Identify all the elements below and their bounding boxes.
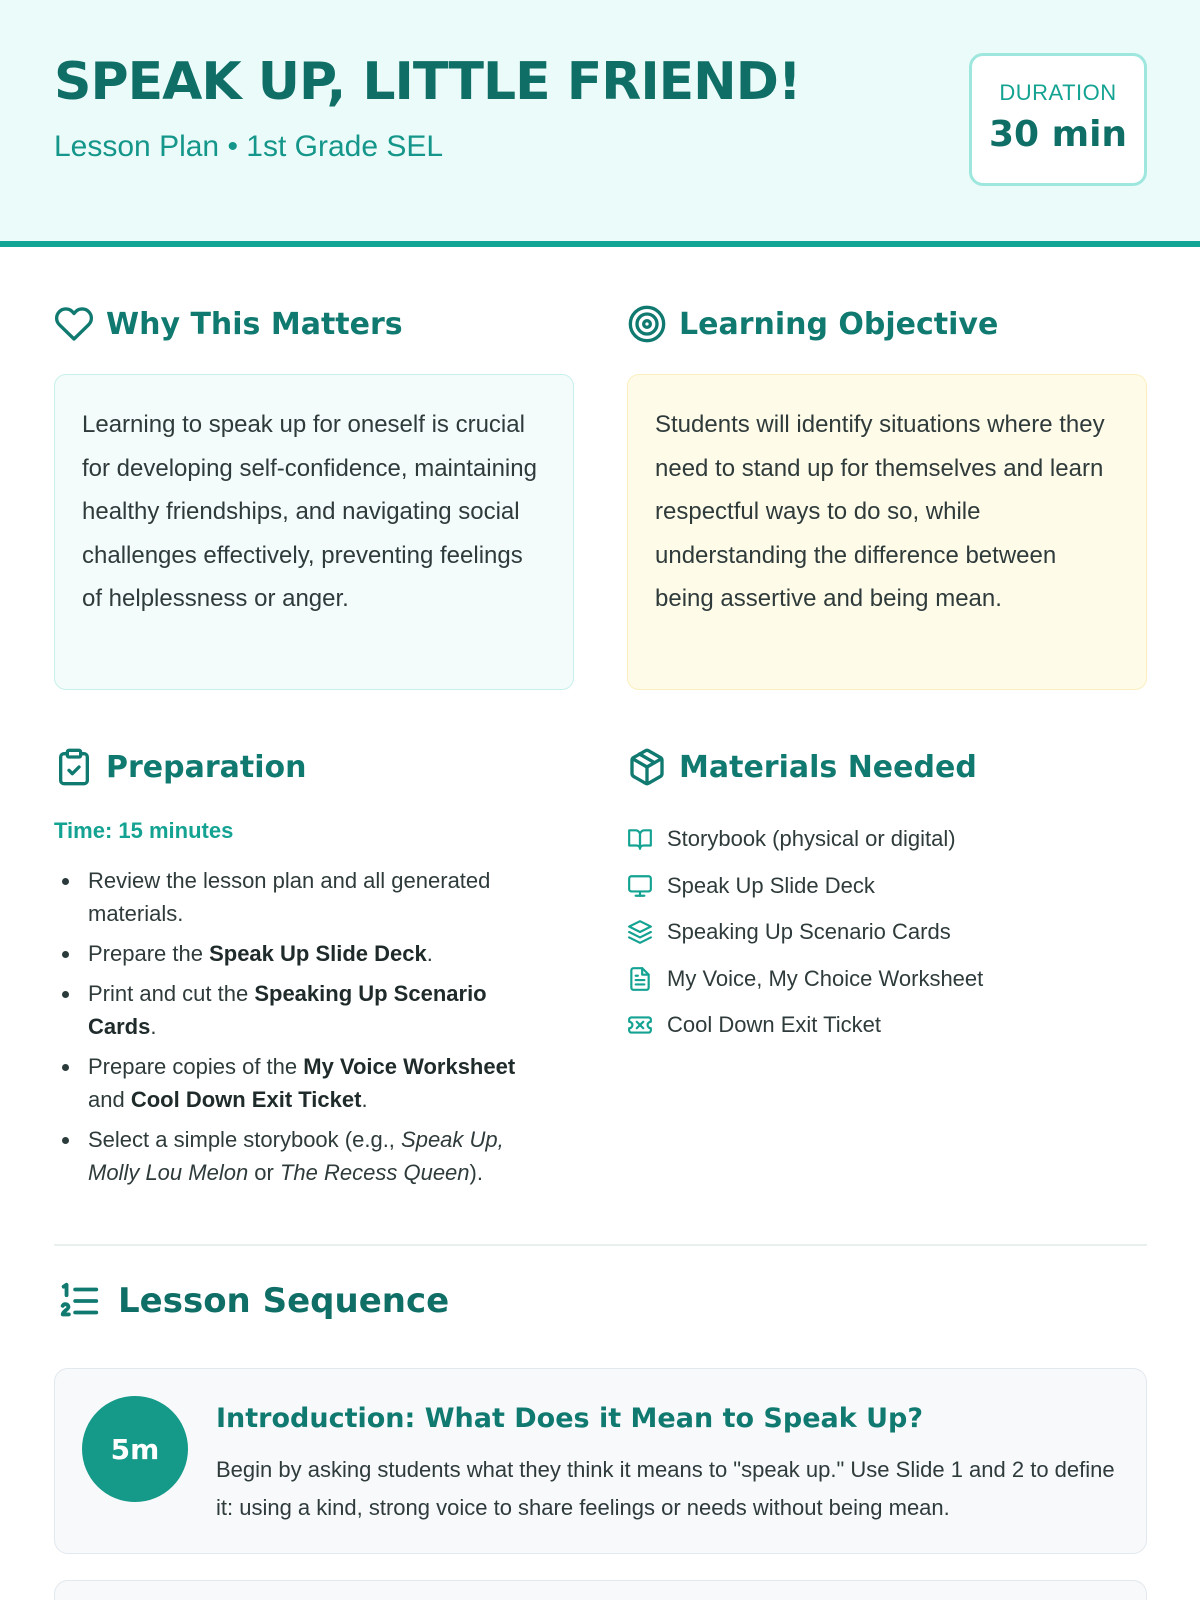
book-open-icon [627, 826, 653, 852]
preparation-time: Time: 15 minutes [54, 818, 234, 843]
material-item-storybook [627, 816, 983, 863]
materials-heading: Materials Needed [679, 749, 977, 785]
heart-icon [54, 304, 94, 344]
preparation-heading: Preparation [106, 749, 307, 785]
step-duration-badge: 5m [82, 1396, 188, 1502]
list-item: Print and cut the Speaking Up Scenario Cards. [54, 977, 554, 1043]
list-item: Select a simple storybook (e.g., Speak Up, Molly Lou Melon or The Recess Queen). [54, 1123, 554, 1189]
list-item: Prepare copies of the My Voice Worksheet and Cool Down Exit Ticket. [54, 1050, 554, 1116]
list-item: Review the lesson plan and all generated materials. [54, 864, 554, 930]
material-label: Speaking Up Scenario Cards [667, 919, 951, 945]
objective-card [627, 374, 1147, 690]
lesson-step [54, 1368, 1147, 1554]
material-item-worksheet [627, 956, 983, 1003]
why-heading: Why This Matters [106, 306, 403, 342]
material-item-scenario-cards [627, 909, 983, 956]
lesson-step-next [54, 1580, 1147, 1600]
sequence-section-heading [56, 1278, 449, 1324]
materials-section-heading [627, 747, 977, 787]
file-text-icon [627, 966, 653, 992]
objective-section-heading [627, 304, 998, 344]
material-label: My Voice, My Choice Worksheet [667, 965, 984, 991]
list-ordered-icon [56, 1278, 102, 1324]
monitor-icon [627, 873, 653, 899]
ticket-icon [627, 1012, 653, 1038]
target-icon [627, 304, 667, 344]
step-title: Introduction: What Does it Mean to Speak Up? [216, 1403, 924, 1434]
material-item-slide-deck [627, 863, 983, 910]
material-item-exit-ticket [627, 1002, 983, 1049]
lesson-header [0, 0, 1200, 247]
objective-body: Students will identify situations where they need to stand up for themselves and learn respectful ways to do so, while understanding the difference between being assertive and being mean. [655, 411, 1105, 612]
preparation-section-heading [54, 747, 306, 787]
why-body: Learning to speak up for oneself is crucial for developing self-confidence, maintaining healthy friendships, and navigating social challenges effectively, preventing feelings of helplessness or anger. [82, 411, 537, 612]
layers-icon [627, 919, 653, 945]
preparation-list [54, 864, 554, 1196]
page-title: SPEAK UP, LITTLE FRIEND! [54, 52, 801, 112]
section-divider [54, 1244, 1147, 1246]
page-subtitle: Lesson Plan • 1st Grade SEL [54, 130, 444, 163]
duration-value: 30 min [988, 114, 1128, 155]
duration-label: DURATION [999, 80, 1117, 105]
package-icon [627, 747, 667, 787]
material-label: Storybook (physical or digital) [667, 826, 956, 852]
why-section-heading [54, 304, 403, 344]
objective-heading: Learning Objective [679, 306, 999, 342]
step-description: Begin by asking students what they think it means to "speak up." Use Slide 1 and 2 to define it: using a kind, strong voice to share feelings or needs without being mean. [216, 1457, 1115, 1520]
clipboard-check-icon [54, 747, 94, 787]
sequence-heading: Lesson Sequence [118, 1281, 450, 1321]
materials-list [627, 816, 983, 1049]
material-label: Speak Up Slide Deck [667, 872, 875, 898]
why-card [54, 374, 574, 690]
list-item: Prepare the Speak Up Slide Deck. [54, 937, 554, 970]
material-label: Cool Down Exit Ticket [667, 1012, 881, 1038]
duration-badge [969, 53, 1147, 186]
